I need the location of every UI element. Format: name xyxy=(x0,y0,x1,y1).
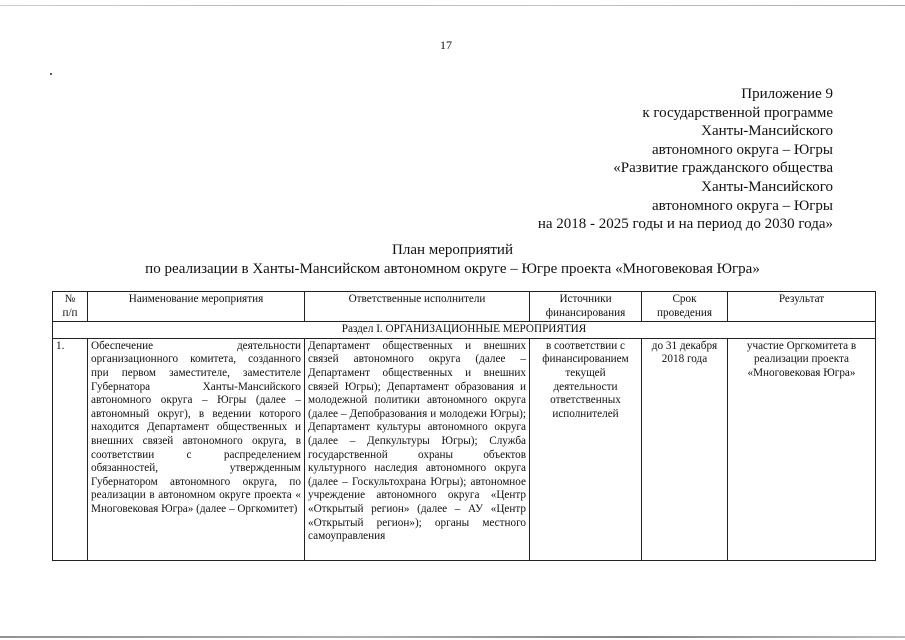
header-num xyxy=(53,292,88,322)
section-title: Раздел I. ОРГАНИЗАЦИОННЫЕ МЕРОПРИЯТИЯ xyxy=(53,322,876,339)
cell-executors: Департамент общественных и внешних связей автономного округа (далее – Департамент общественных и внешних связей Югры); Департамент образования и молодежной политики автономного округа (далее – Депобразования и молодежи Югры); Департамент культуры автономного округа (далее – Депкультуры Югры); Служба государственной охраны объектов культурного наследия автономного округа (далее – Госкультохрана Югры); автономное учреждение автономного округа «Центр «Открытый регион» (далее – АУ «Центр «Открытый регион»); органы местного самоуправления xyxy=(305,338,530,560)
header-result: Результат xyxy=(728,292,876,322)
header-term xyxy=(642,292,728,322)
header-executors: Ответственные исполнители xyxy=(305,292,530,322)
table-row xyxy=(53,338,876,560)
cell-name: Обеспечение деятельности организационного комитета, созданного при первом заместителе, заместителе Губернатора Ханты-Мансийского автономного округа – Югры (далее – автономный округ), в ведении которого находится Департамент общественных и внешних связей автономного округа, в соответствии с распределением обязанностей, утвержденным Губернатором автономного округа, по реализации в автономном округе проекта « Многовековая Югра» (далее – Оргкомитет) xyxy=(88,338,305,560)
section-row xyxy=(53,322,876,339)
appendix-line: автономного округа – Югры xyxy=(651,197,833,214)
cell-num: 1. xyxy=(53,338,88,560)
plan-title: План мероприятий xyxy=(392,242,513,258)
appendix-line: Ханты-Мансийского xyxy=(701,178,833,195)
table-header-row xyxy=(53,292,876,322)
header-num-line1: № xyxy=(64,293,76,305)
appendix-line: на 2018 - 2025 годы и на период до 2030 года» xyxy=(537,216,833,233)
header-term-line2: проведения xyxy=(657,306,712,319)
appendix-line: «Развитие гражданского общества xyxy=(613,160,833,177)
page-number: 17 xyxy=(440,38,452,52)
cell-sources: в соответствии с финансированием текущей деятельности ответственных исполнителей xyxy=(530,338,642,560)
plan-subtitle: по реализации в Ханты-Мансийском автономном округе – Югре проекта «Многовековая Югра» xyxy=(145,261,760,277)
header-num-line2: п/п xyxy=(62,306,78,319)
appendix-line: к государственной программе xyxy=(642,104,833,121)
scan-edge-top xyxy=(0,5,905,6)
header-sources-line1: Источники xyxy=(559,293,612,305)
cell-result: участие Оргкомитета в реализации проекта «Многовековая Югра» xyxy=(728,338,876,560)
cell-term: до 31 декабря 2018 года xyxy=(642,338,728,560)
header-sources-line2: финансирования xyxy=(545,306,626,319)
appendix-line: автономного округа – Югры xyxy=(651,141,833,158)
header-term-line1: Срок xyxy=(672,293,697,305)
header-name: Наименование мероприятия xyxy=(88,292,305,322)
scan-speck xyxy=(50,73,52,75)
scan-edge-bottom xyxy=(0,636,905,638)
appendix-line: Приложение 9 xyxy=(741,86,833,102)
plan-table xyxy=(52,291,876,561)
header-sources xyxy=(530,292,642,322)
appendix-header xyxy=(413,85,833,234)
appendix-line: Ханты-Мансийского xyxy=(701,123,833,140)
